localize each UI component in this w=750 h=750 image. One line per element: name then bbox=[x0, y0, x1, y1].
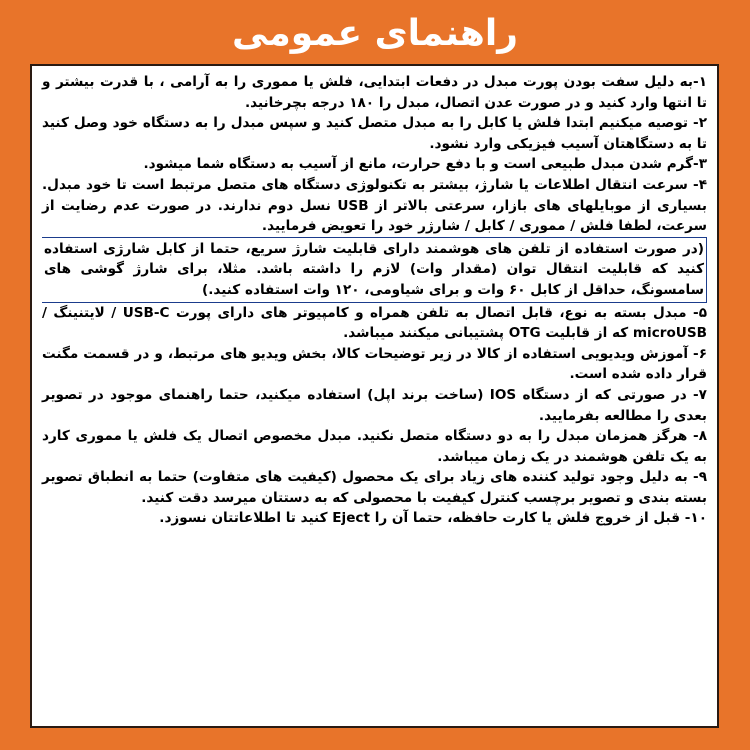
instruction-item-5: ۵- مبدل بسته به نوع، قابل اتصال به تلفن همراه و کامپیوتر های دارای پورت USB-C / لایتنینگ / microUSB که از قابلیت OTG پشتیبانی میکنند میباشد. bbox=[42, 304, 707, 342]
instruction-item-7: ۷- در صورتی که از دستگاه IOS (ساخت برند اپل) استفاده میکنید، حتما راهنمای موجود در تصویر بعدی را مطالعه بفرمایید. bbox=[42, 386, 707, 424]
instructions-panel bbox=[30, 64, 719, 728]
fast-charge-note: (در صورت استفاده از تلفن های هوشمند دارای قابلیت شارژ سریع، حتما از کابل شارژی استفاده کنید که قابلیت انتقال توان (مقدار وات) لازم را داشته باشد. مثلا، برای شارژ گوشی های سامسونگ، حداقل از کابل ۶۰ وات و برای شیاومی، ۱۲۰ وات استفاده کنید.) bbox=[42, 237, 707, 303]
page-title: راهنمای عمومی bbox=[232, 13, 518, 54]
instruction-item-6: ۶- آموزش ویدیویی استفاده از کالا در زیر توضیحات کالا، بخش ویدیو های مرتبط، و در قسمت مگنت قرار داده شده است. bbox=[42, 345, 707, 383]
instruction-item-8: ۸- هرگز همزمان مبدل را به دو دستگاه متصل نکنید. مبدل مخصوص اتصال یک فلش یا مموری کارد به یک تلفن هوشمند در یک زمان میباشد. bbox=[42, 428, 707, 465]
instruction-item-1: ۱-به دلیل سفت بودن پورت مبدل در دفعات ابتدایی، فلش یا مموری را به آرامی ، با قدرت بیشتر و تا انتها وارد کنید و در صورت عدن اتصال، مبدل را ۱۸۰ درجه بچرخانید. bbox=[42, 74, 707, 111]
instruction-item-3: ۳-گرم شدن مبدل طبیعی است و با دفع حرارت، مانع از آسیب به دستگاه شما میشود. bbox=[143, 156, 707, 173]
instruction-item-10: ۱۰- قبل از خروج فلش یا کارت حافظه، حتما آن را Eject کنید تا اطلاعاتتان نسوزد. bbox=[159, 510, 707, 527]
instruction-item-4: ۴- سرعت انتقال اطلاعات یا شارژ، بیشتر به تکنولوژی دستگاه های متصل مرتبط است تا خود مبدل. بسیاری از موبایلهای های بازار، سرعتی بالاتر از USB نسل دوم ندارند. در صورت عدم رضایت از سرعت، لطفا فلش / مموری / کابل / شارژر خود را تعویض فرمایید. bbox=[42, 176, 707, 235]
instruction-item-2: ۲- توصیه میکنیم ابتدا فلش یا کابل را به مبدل متصل کنید و سپس مبدل را به دستگاه خود وصل کنید تا به دستگاهتان آسیب فیزیکی وارد نشود. bbox=[42, 115, 707, 152]
instruction-item-9: ۹- به دلیل وجود تولید کننده های زیاد برای یک محصول (کیفیت های متفاوت) حتما به انطباق تصویر بسته بندی و تصویر برچسب کنترل کیفیت با محصولی که به دستتان میرسد دقت کنید. bbox=[42, 469, 707, 506]
